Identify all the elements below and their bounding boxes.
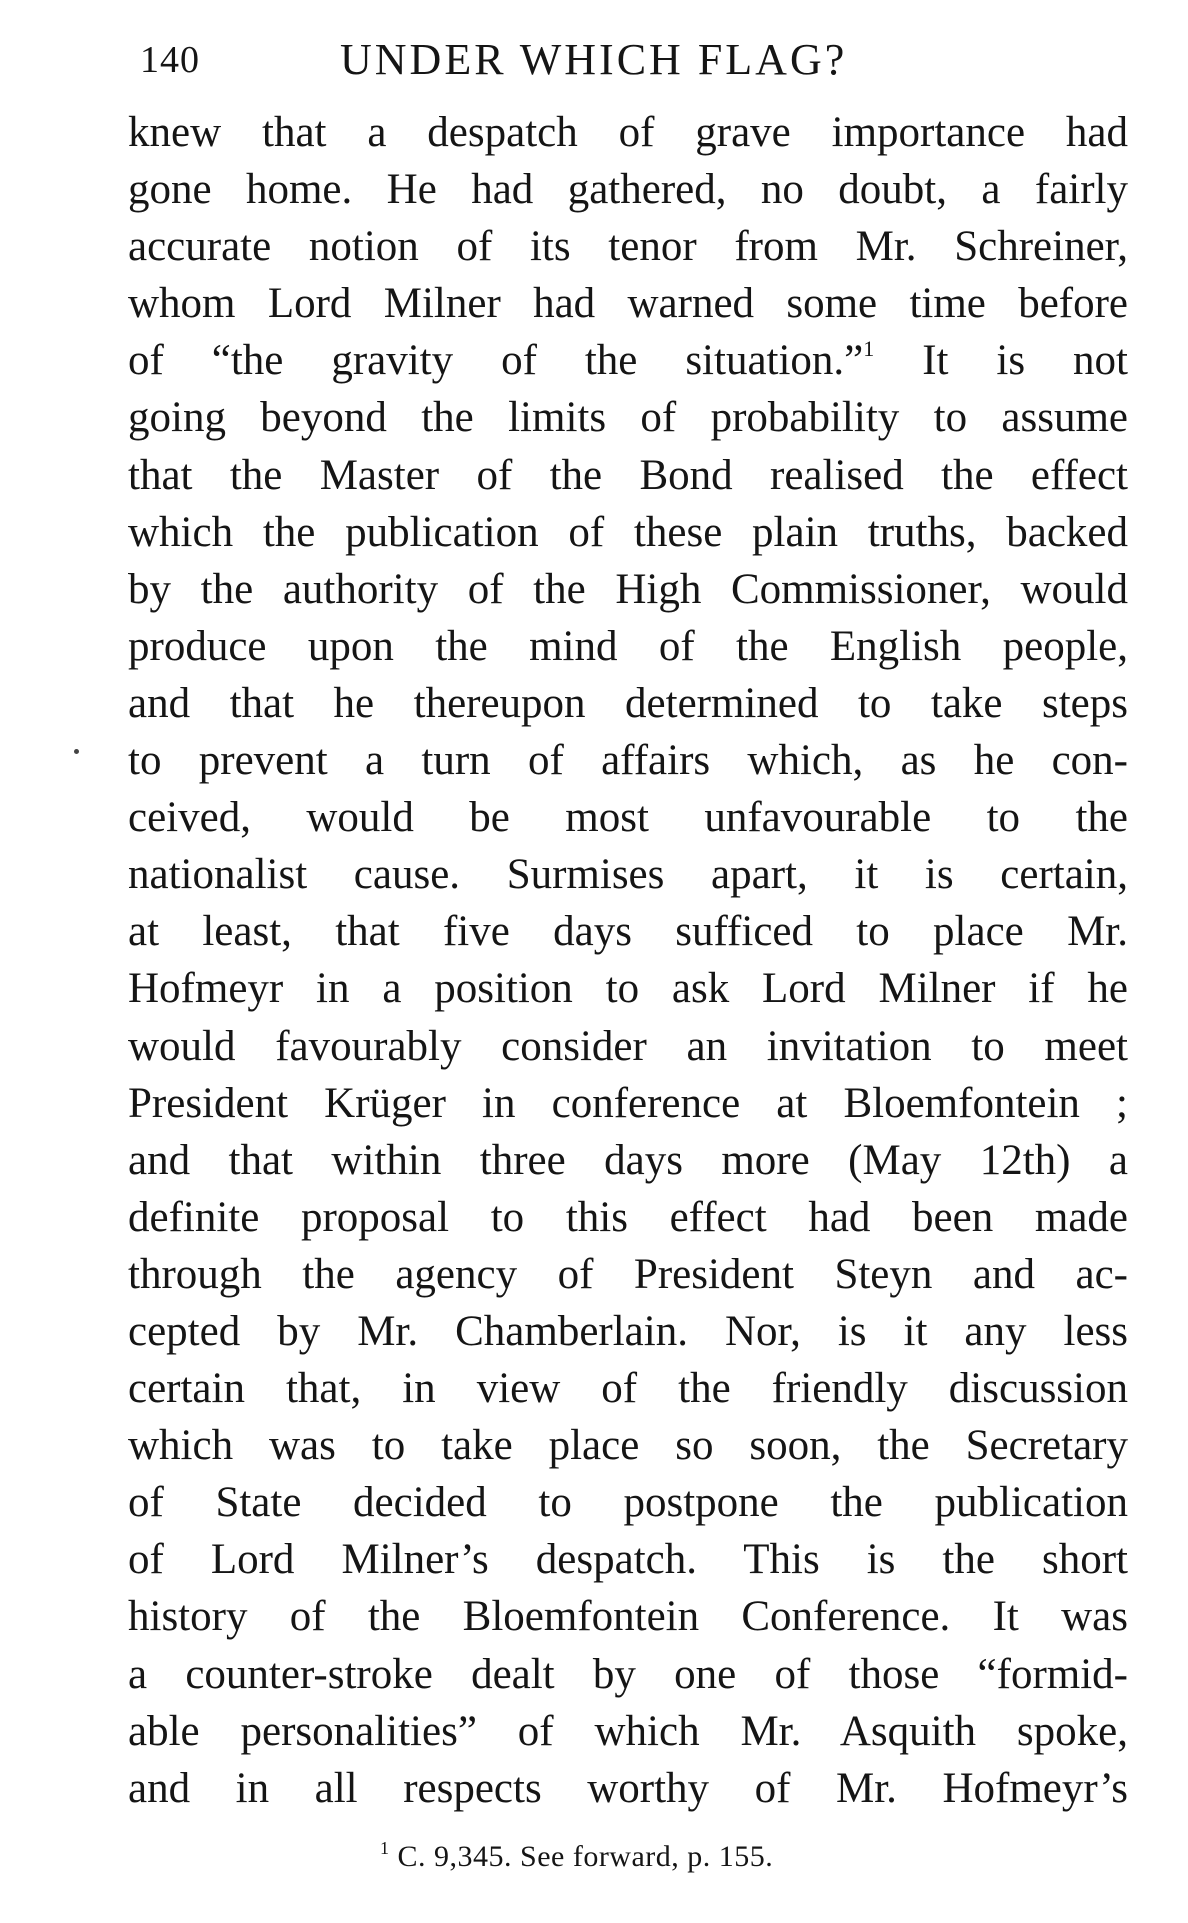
text-line: cepted by Mr. Chamberlain. Nor, is it any less (128, 1307, 1128, 1355)
text-line: able personalities” of which Mr. Asquith spoke, (128, 1707, 1128, 1755)
text-line: at least, that five days sufficed to place Mr. (128, 908, 1128, 956)
text-line: which was to take place so soon, the Secretary (128, 1422, 1128, 1470)
text-line: produce upon the mind of the English people, (128, 622, 1128, 670)
margin-mark (74, 749, 79, 754)
running-title: UNDER WHICH FLAG? (340, 35, 848, 84)
body-text (128, 104, 1128, 1817)
text-line: by the authority of the High Commissioner, would (128, 565, 1128, 613)
text-line: which the publication of these plain truths, backed (128, 508, 1128, 556)
text-line: knew that a despatch of grave importance had (128, 109, 1128, 156)
line-text-before-ref: of “the gravity of the situation.” (128, 337, 864, 385)
text-line: whom Lord Milner had warned some time before (128, 280, 1128, 328)
text-line: through the agency of President Steyn and ac- (128, 1250, 1128, 1298)
page-header (140, 34, 1000, 94)
line-text-after-ref: It is not (874, 337, 1128, 385)
text-line: ceived, would be most unfavourable to the (128, 794, 1128, 842)
text-line: certain that, in view of the friendly discussion (128, 1365, 1128, 1413)
text-line: and that within three days more (May 12th) a (128, 1136, 1128, 1184)
text-line: gone home. He had gathered, no doubt, a fairly (128, 166, 1128, 214)
footnote-reference: 1 (863, 336, 875, 362)
text-line: President Krüger in conference at Bloemfontein ; (128, 1079, 1128, 1127)
footnote (380, 1840, 773, 1874)
text-line: going beyond the limits of probability to assume (128, 394, 1128, 442)
text-line: accurate notion of its tenor from Mr. Schreiner, (128, 223, 1128, 271)
text-line: that the Master of the Bond realised the effect (128, 451, 1128, 499)
text-line: nationalist cause. Surmises apart, it is certain, (128, 851, 1128, 899)
text-line: of Lord Milner’s despatch. This is the short (128, 1536, 1128, 1584)
text-line: definite proposal to this effect had been made (128, 1193, 1128, 1241)
footnote-marker: 1 (380, 1838, 390, 1858)
text-line-with-footnote-ref (128, 332, 1128, 389)
text-line: to prevent a turn of affairs which, as he con- (128, 737, 1128, 785)
text-line: of State decided to postpone the publication (128, 1479, 1128, 1527)
text-line: and that he thereupon determined to take steps (128, 679, 1128, 727)
text-line: Hofmeyr in a position to ask Lord Milner if he (128, 965, 1128, 1013)
footnote-text: C. 9,345. See forward, p. 155. (397, 1840, 774, 1873)
text-line: a counter-stroke dealt by one of those “formid- (128, 1650, 1128, 1698)
text-line: would favourably consider an invitation to meet (128, 1022, 1128, 1070)
text-line: and in all respects worthy of Mr. Hofmeyr’s (128, 1764, 1128, 1812)
text-line: history of the Bloemfontein Conference. It was (128, 1593, 1128, 1641)
page-number: 140 (140, 39, 200, 81)
